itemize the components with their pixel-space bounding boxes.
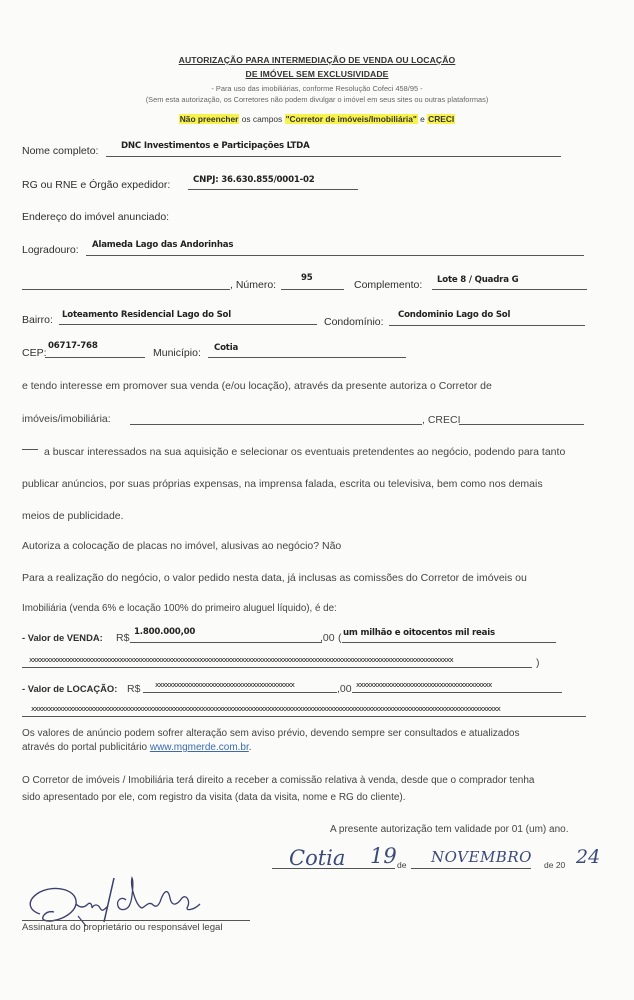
corretor-line [130, 424, 422, 425]
fill-notice [0, 114, 634, 124]
rg-field[interactable]: CNPJ: 36.630.855/0001-02 [193, 175, 315, 185]
locacao-extenso-line [352, 692, 562, 693]
paragraph-valor: Para a realização do negócio, o valor pedido nesta data, já inclusas as comissões do Corretor de imóveis ou [22, 572, 527, 584]
paragraph-buscar: a buscar interessados na sua aquisição e selecionar os eventuais pretendentes ao negócio, podendo para tanto [44, 446, 566, 458]
date-city[interactable]: Cotia [289, 846, 346, 870]
notice-text: os campos [241, 114, 283, 124]
locacao-label: - Valor de LOCAÇÃO: [22, 683, 118, 694]
signature-drawing [18, 870, 218, 930]
subtitle-warning: (Sem esta autorização, os Corretores não podem divulgar o imóvel em seus sites ou outras plataformas) [145, 95, 489, 104]
paragraph-comissao-direito: O Corretor de imóveis / Imobiliária terá direito a receber a comissão relativa à venda, desde que o comprador tenha [22, 775, 535, 786]
nome-label: Nome completo: [22, 145, 99, 157]
title-line-2: DE IMÓVEL SEM EXCLUSIVIDADE [245, 69, 389, 79]
paragraph-meios: meios de publicidade. [22, 510, 124, 522]
date-year[interactable]: 24 [576, 846, 601, 868]
signature-label: Assinatura do proprietário ou responsável legal [22, 922, 223, 933]
venda-filler: xxxxxxxxxxxxxxxxxxxxxxxxxxxxxxxxxxxxxxxxxxxxxxxxxxxxxxxxxxxxxxxxxxxxxxxxxxxxxxxxxxxxxxxxxxxxxxxxxxxxxxxxxxxxxxxxxxxxxxxxxx [29, 655, 453, 664]
date-de-1: de [397, 860, 407, 870]
bairro-field[interactable]: Loteamento Residencial Lago do Sol [62, 310, 232, 320]
endereco-label: Endereço do imóvel anunciado: [22, 211, 170, 223]
paragraph-comissao: Imobiliária (venda 6% e locação 100% do primeiro aluguel líquido), é de: [22, 603, 337, 614]
placas-question: Autoriza a colocação de placas no imóvel, alusivas ao negócio? Não [22, 540, 342, 552]
subtitle-resolution: - Para uso das imobiliárias, conforme Resolução Cofeci 458/95 - [211, 84, 423, 93]
logradouro-label: Logradouro: [22, 244, 79, 256]
notice-and: e [420, 114, 425, 124]
locacao-extenso-field[interactable]: xxxxxxxxxxxxxxxxxxxxxxxxxxxxxxxxxxxxxxx [356, 680, 492, 689]
condominio-field[interactable]: Condominio Lago do Sol [398, 310, 511, 320]
complemento-label: Complemento: [354, 279, 423, 291]
paragraph-alteracao: Os valores de anúncio podem sofrer alteração sem aviso prévio, devendo sempre ser consultados e atualizados [22, 728, 520, 739]
municipio-line [208, 357, 406, 358]
municipio-field[interactable]: Cotia [214, 343, 239, 353]
venda-extenso-field[interactable]: um milhão e oitocentos mil reais [343, 628, 495, 638]
venda-line [130, 642, 322, 643]
bairro-label: Bairro: [22, 314, 53, 326]
numero-line [281, 289, 344, 290]
locacao-line [143, 692, 337, 693]
locacao-filler-line [22, 716, 586, 717]
notice-fields: "Corretor de imóveis/Imobiliária" [285, 114, 417, 124]
date-day[interactable]: 19 [370, 844, 397, 868]
numero-label: , Número: [230, 279, 277, 291]
venda-filler-line [22, 667, 532, 668]
title-line-1: AUTORIZAÇÃO PARA INTERMEDIAÇÃO DE VENDA OU LOCAÇÃO [178, 55, 456, 65]
locacao-field[interactable]: xxxxxxxxxxxxxxxxxxxxxxxxxxxxxxxxxxxxxxxx [155, 680, 294, 689]
portal-text: através do portal publicitário [22, 742, 148, 753]
logradouro-line-2 [22, 289, 230, 290]
validade-text: A presente autorização tem validade por 01 (um) ano. [330, 824, 569, 835]
date-de-2: de 20 [544, 860, 566, 870]
locacao-currency: R$ [127, 683, 141, 695]
date-month[interactable]: NOVEMBRO [431, 848, 532, 866]
numero-field[interactable]: 95 [301, 273, 313, 283]
creci-line-2 [22, 449, 38, 450]
notice-creci: CRECI [428, 114, 455, 124]
nome-field[interactable]: DNC Investimentos e Participações LTDA [121, 141, 310, 151]
municipio-label: Município: [153, 347, 201, 359]
paragraph-interesse: e tendo interesse em promover sua venda (e/ou locação), através da presente autoriza o Corretor de [22, 380, 492, 392]
cep-line [45, 357, 145, 358]
venda-paren-close: ) [536, 657, 540, 669]
venda-field[interactable]: 1.800.000,00 [134, 627, 196, 637]
date-month-line [411, 868, 531, 869]
venda-paren-open: ( [338, 632, 342, 644]
paragraph-registro: sido apresentado por ele, com registro da visita (data da visita, nome e RG do cliente). [22, 792, 406, 803]
locacao-cents: ,00 [337, 683, 352, 695]
condominio-label: Condomínio: [324, 316, 384, 328]
portal-link[interactable]: www.mgmerde.com.br [149, 742, 249, 753]
logradouro-field[interactable]: Alameda Lago das Andorinhas [92, 240, 234, 250]
bairro-line [59, 324, 317, 325]
venda-currency: R$ [116, 632, 130, 644]
creci-label: , CRECI [422, 414, 461, 426]
nome-line [106, 156, 561, 157]
date-day-line [365, 868, 395, 869]
rg-label: RG ou RNE e Órgão expedidor: [22, 179, 171, 191]
complemento-line [432, 289, 587, 290]
paragraph-portal [22, 742, 252, 753]
rg-line [188, 189, 358, 190]
cep-label: CEP: [22, 347, 47, 359]
creci-line [459, 424, 584, 425]
cep-field[interactable]: 06717-768 [48, 341, 98, 351]
corretor-label: imóveis/imobiliária: [22, 413, 111, 425]
locacao-filler: xxxxxxxxxxxxxxxxxxxxxxxxxxxxxxxxxxxxxxxxxxxxxxxxxxxxxxxxxxxxxxxxxxxxxxxxxxxxxxxxxxxxxxxxxxxxxxxxxxxxxxxxxxxxxxxxxxxxxxxxxxxxxxxxxxxxxxx [31, 704, 500, 713]
paragraph-publicar: publicar anúncios, por suas próprias expensas, na imprensa falada, escrita ou televisiva, bem como nos demais [22, 478, 543, 490]
venda-cents: ,00 [320, 632, 335, 644]
condominio-line [389, 325, 585, 326]
signature-line [22, 920, 250, 921]
venda-label: - Valor de VENDA: [22, 632, 103, 643]
venda-extenso-line [342, 642, 556, 643]
logradouro-line [86, 255, 584, 256]
portal-period: . [248, 742, 252, 753]
date-city-line [272, 868, 372, 869]
complemento-field[interactable]: Lote 8 / Quadra G [437, 275, 519, 285]
notice-do-not-fill: Não preencher [179, 114, 239, 124]
